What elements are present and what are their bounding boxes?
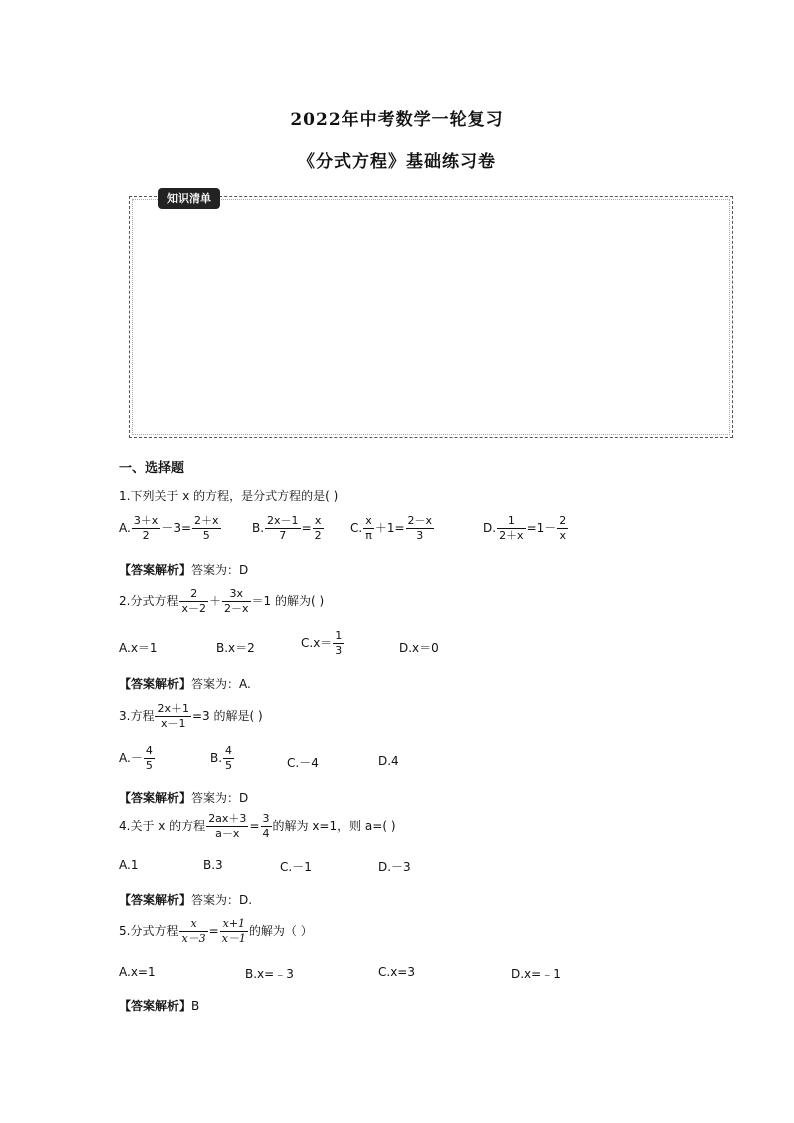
numerator: 4	[145, 744, 153, 757]
numerator: 2x－1	[267, 514, 299, 527]
answer-tag: 【答案解析】	[119, 563, 192, 577]
q3-option-b	[210, 744, 235, 773]
q4-post: 的解为 x=1，则 a=( )	[272, 819, 396, 833]
knowledge-box-inner	[132, 199, 730, 435]
q3-answer	[119, 789, 248, 806]
q3-a-label: A.－	[119, 751, 143, 765]
q1-answer-text: 答案为：D	[191, 563, 249, 577]
denominator: 5	[145, 759, 153, 772]
q5-option-b: B.x=﹣3	[245, 967, 294, 981]
numerator: 1	[497, 514, 526, 529]
q2-option-c	[301, 629, 345, 658]
denominator: 2＋x	[499, 529, 524, 542]
q3-pre: 3.方程	[119, 709, 155, 723]
denominator: π	[365, 529, 372, 542]
numerator: 2＋x	[194, 514, 219, 527]
q3-option-c: C.－4	[287, 756, 319, 770]
q1-c-mid: ＋1=	[374, 521, 405, 535]
q4-option-d: D.－3	[378, 860, 411, 874]
q1-option-b	[252, 514, 325, 543]
q4-option-b: B.3	[203, 858, 223, 872]
q3-b-label: B.	[210, 751, 223, 765]
q1-d-mid: =1－	[526, 521, 557, 535]
numerator: 2	[179, 587, 208, 602]
denominator: 5	[225, 759, 233, 772]
denominator: 2	[142, 529, 150, 542]
numerator: x	[179, 917, 207, 932]
q3-answer-text: 答案为：D	[191, 791, 249, 805]
q2-option-a: A.x＝1	[119, 641, 158, 655]
q2-pre: 2.分式方程	[119, 594, 179, 608]
denominator: x－1	[160, 717, 186, 730]
answer-tag: 【答案解析】	[119, 677, 192, 691]
q1-d-label: D.	[483, 521, 497, 535]
knowledge-badge: 知识清单	[158, 188, 220, 209]
q1-a-label: A.	[119, 521, 131, 535]
q5-post: 的解为（ ）	[248, 924, 313, 938]
denominator: 3	[335, 644, 343, 657]
fraction	[497, 514, 526, 543]
fraction	[333, 629, 344, 658]
q4-answer	[119, 891, 252, 908]
fraction	[363, 514, 374, 543]
numerator: x	[363, 514, 374, 529]
q5-eq: =	[208, 924, 219, 938]
q1-stem: 1.下列关于 x 的方程，是分式方程的是( )	[119, 489, 339, 503]
q4-option-a: A.1	[119, 858, 139, 872]
denominator: 2－x	[223, 602, 249, 615]
q3-option-d: D.4	[378, 754, 399, 768]
fraction	[406, 514, 435, 543]
denominator: 7	[279, 529, 287, 542]
doc-subtitle: 《分式方程》基础练习卷	[298, 152, 496, 172]
q4-option-c: C.－1	[280, 860, 312, 874]
q3-post: =3 的解是( )	[191, 709, 263, 723]
q3-stem	[119, 702, 263, 731]
denominator: x－1	[221, 932, 246, 945]
q2-option-d: D.x＝0	[399, 641, 439, 655]
q1-option-d	[483, 514, 569, 543]
q2-post: ＝1 的解为( )	[251, 594, 325, 608]
fraction	[132, 514, 161, 543]
numerator: x+1	[220, 917, 248, 932]
numerator: 2	[559, 514, 567, 527]
denominator: a－x	[215, 827, 240, 840]
q5-answer-text: B	[191, 999, 200, 1013]
numerator: 2x＋1	[157, 702, 189, 715]
q1-b-label: B.	[252, 521, 265, 535]
q1-c-label: C.	[350, 521, 363, 535]
numerator: 2－x	[407, 514, 433, 527]
q5-option-a: A.x=1	[119, 965, 156, 979]
fraction	[220, 917, 248, 946]
numerator: 3＋x	[133, 514, 159, 527]
q5-pre: 5.分式方程	[119, 924, 179, 938]
q1-option-a	[119, 514, 222, 543]
numerator: 2ax＋3	[208, 812, 247, 825]
denominator: x	[559, 529, 567, 542]
q2-plus: ＋	[208, 594, 221, 608]
fraction	[144, 744, 155, 773]
q4-answer-text: 答案为：D.	[191, 893, 253, 907]
q1-answer	[119, 561, 248, 578]
fraction	[179, 587, 208, 616]
doc-title: 2022年中考数学一轮复习	[290, 110, 504, 130]
q4-eq: =	[249, 819, 260, 833]
denominator: 4	[262, 827, 270, 840]
denominator: 3	[416, 529, 424, 542]
q3-option-a	[119, 744, 156, 773]
numerator: 3x	[222, 587, 251, 602]
numerator: 3	[262, 812, 270, 825]
q2-c-label: C.x＝	[301, 636, 333, 650]
numerator: 1	[335, 629, 343, 642]
q5-option-d: D.x=﹣1	[511, 967, 561, 981]
q1-b-mid: =	[301, 521, 312, 535]
numerator: x	[313, 514, 324, 529]
q4-pre: 4.关于 x 的方程	[119, 819, 206, 833]
fraction	[179, 917, 207, 946]
q2-answer-text: 答案为：A.	[191, 677, 251, 691]
fraction	[222, 587, 251, 616]
q5-answer	[119, 997, 199, 1014]
fraction	[223, 744, 234, 773]
numerator: 4	[225, 744, 233, 757]
fraction	[313, 514, 324, 543]
fraction	[557, 514, 568, 543]
q2-answer	[119, 675, 251, 692]
fraction	[265, 514, 301, 543]
knowledge-box	[129, 196, 733, 438]
denominator: 5	[202, 529, 210, 542]
q1-a-mid: －3=	[161, 521, 192, 535]
q4-stem	[119, 812, 396, 841]
q5-stem	[119, 917, 313, 946]
answer-tag: 【答案解析】	[119, 893, 192, 907]
answer-tag: 【答案解析】	[119, 999, 192, 1013]
answer-tag: 【答案解析】	[119, 791, 192, 805]
q2-option-b: B.x＝2	[216, 641, 255, 655]
denominator: x－2	[181, 602, 206, 615]
q1-option-c	[350, 514, 435, 543]
denominator: x－3	[181, 932, 206, 945]
fraction	[192, 514, 221, 543]
section-heading: 一、选择题	[119, 461, 185, 476]
q5-option-c: C.x=3	[378, 965, 415, 979]
denominator: 2	[314, 529, 322, 542]
fraction	[261, 812, 272, 841]
q2-stem	[119, 587, 324, 616]
fraction	[155, 702, 191, 731]
fraction	[206, 812, 248, 841]
